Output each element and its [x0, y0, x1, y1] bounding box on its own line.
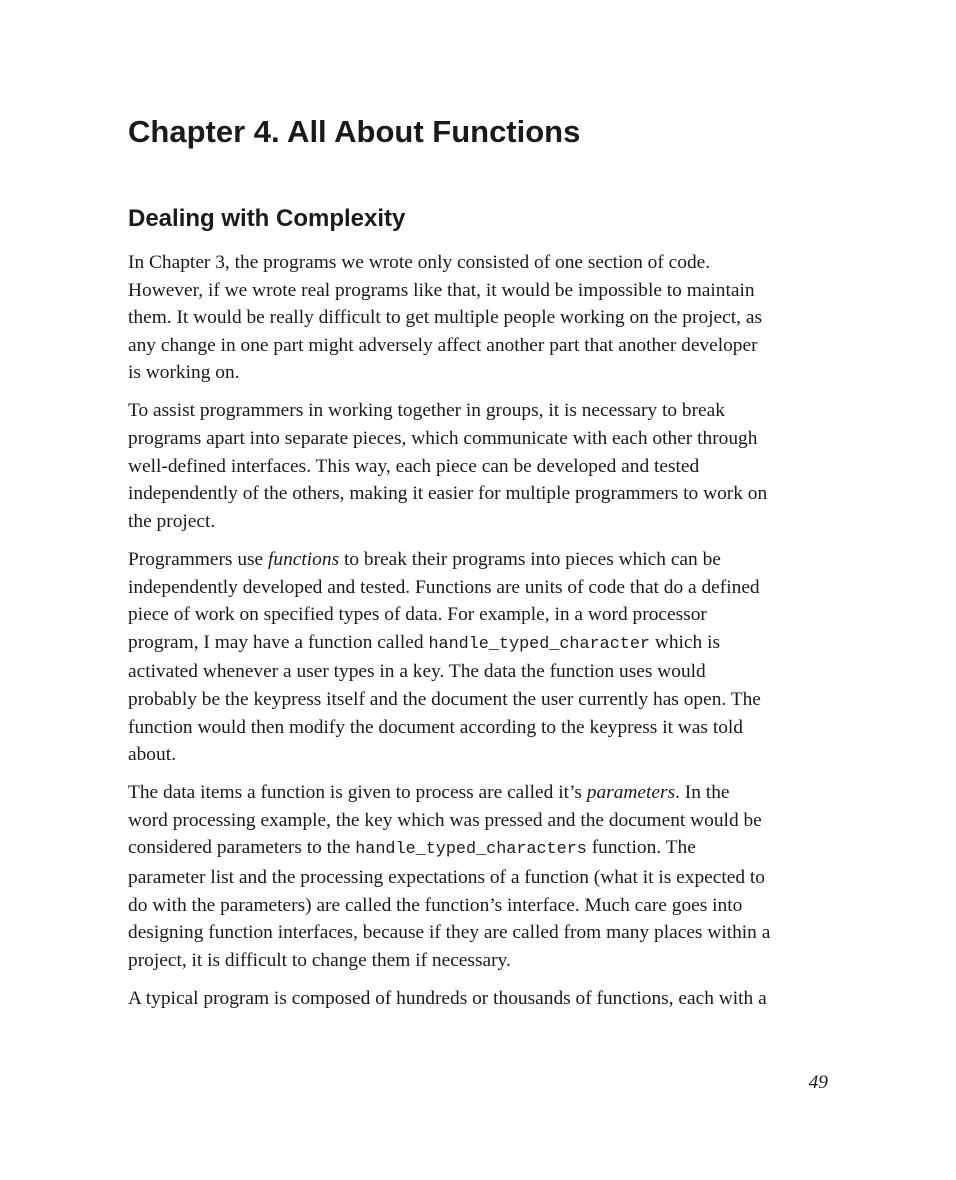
text-line: the project. — [128, 510, 216, 532]
section-title: Dealing with Complexity — [128, 205, 406, 232]
text-line: In Chapter 3, the programs we wrote only consisted of one section of code. — [128, 252, 711, 273]
page-number: 49 — [808, 1072, 828, 1093]
text-line — [128, 779, 848, 807]
text-line — [128, 629, 848, 659]
text-run: function. The — [586, 837, 696, 859]
inline-code: handle_typed_characters — [355, 840, 587, 860]
text-line: piece of work on specified types of data. For example, in a word processor — [128, 604, 707, 626]
text-line: A typical program is composed of hundreds or thousands of functions, each with a — [128, 987, 767, 1009]
paragraph-2 — [128, 397, 848, 535]
text-run: considered parameters to the — [128, 837, 356, 859]
body-text — [128, 249, 848, 1023]
text-line: To assist programmers in working together in groups, it is necessary to break — [128, 400, 725, 422]
text-line: well-defined interfaces. This way, each piece can be developed and tested — [128, 455, 700, 477]
text-line: programs apart into separate pieces, which communicate with each other through — [128, 428, 758, 450]
text-line: word processing example, the key which was pressed and the document would be — [128, 809, 762, 831]
text-line: do with the parameters) are called the function’s interface. Much care goes into — [128, 894, 743, 916]
text-line: them. It would be really difficult to get multiple people working on the project, as — [128, 307, 762, 329]
paragraph-5 — [128, 985, 848, 1013]
text-line: is working on. — [128, 362, 240, 384]
text-line: any change in one part might adversely affect another part that another developer — [128, 334, 758, 356]
chapter-title: Chapter 4. All About Functions — [128, 114, 581, 149]
text-run: to break their programs into pieces which can be — [339, 548, 721, 570]
paragraph-1 — [128, 249, 848, 387]
text-line: However, if we wrote real programs like that, it would be impossible to maintain — [128, 279, 755, 301]
text-line: probably be the keypress itself and the document the user currently has open. The — [128, 688, 761, 710]
text-run: which is — [650, 631, 721, 653]
text-line: parameter list and the processing expectations of a function (what it is expected to — [128, 866, 765, 888]
text-line: activated whenever a user types in a key. The data the function uses would — [128, 661, 706, 683]
text-line: independently of the others, making it easier for multiple programmers to work on — [128, 483, 768, 505]
text-line: function would then modify the document according to the keypress it was told — [128, 716, 743, 738]
text-line: about. — [128, 744, 176, 766]
emphasis-parameters: parameters — [586, 782, 676, 804]
text-line: independently developed and tested. Functions are units of code that do a defined — [128, 576, 760, 598]
emphasis-functions: functions — [268, 548, 340, 570]
text-line: designing function interfaces, because if they are called from many places within a — [128, 922, 771, 944]
text-line — [128, 834, 848, 864]
inline-code: handle_typed_character — [428, 634, 650, 654]
paragraph-3 — [128, 546, 848, 769]
text-run: program, I may have a function called — [128, 631, 429, 653]
paragraph-4 — [128, 779, 848, 974]
text-line: project, it is difficult to change them if necessary. — [128, 949, 511, 971]
text-run: Programmers use — [128, 548, 269, 570]
text-run: The data items a function is given to process are called it’s — [128, 782, 587, 804]
text-run: . In the — [675, 782, 730, 804]
text-line — [128, 546, 848, 574]
